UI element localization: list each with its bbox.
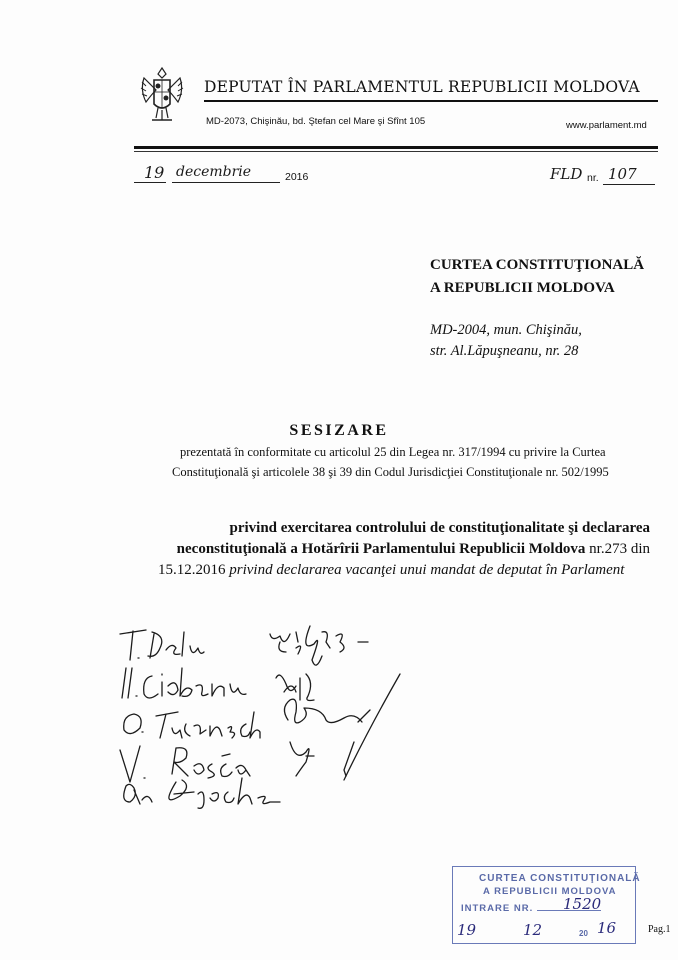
document-subject xyxy=(150,518,650,581)
recipient-address-line1: MD-2004, mun. Chişinău, xyxy=(430,322,582,338)
letterhead-title: DEPUTAT ÎN PARLAMENTUL REPUBLICII MOLDOVA xyxy=(204,78,640,96)
moldova-coat-of-arms-icon xyxy=(138,64,186,126)
document-title: SESIZARE xyxy=(289,422,389,439)
page-number: Pag.1 xyxy=(648,924,671,935)
subject-line1: privind exercitarea controlului de constituţionalitate şi declararea xyxy=(229,520,650,536)
recipient-address-line2: str. Al.Lăpuşneanu, nr. 28 xyxy=(430,343,579,359)
stamp-year-suffix: 16 xyxy=(597,919,617,937)
registration-nr-label: nr. xyxy=(587,172,599,184)
stamp-year-prefix: 20 xyxy=(579,929,588,938)
signature-name-3 xyxy=(124,712,260,738)
date-month: decembrie xyxy=(176,164,252,180)
letterhead-rule xyxy=(204,100,658,102)
registration-number: 107 xyxy=(608,165,637,183)
signatures-right-column xyxy=(270,626,400,780)
registration-code: FLD xyxy=(550,165,583,183)
date-day: 19 xyxy=(144,163,165,182)
recipient-name-line2: A REPUBLICII MOLDOVA xyxy=(430,280,615,296)
incoming-registration-stamp xyxy=(452,866,641,944)
subtitle-line1: prezentată în conformitate cu articolul 25 din Legea nr. 317/1994 cu privire la Curtea xyxy=(180,445,606,459)
stamp-month: 12 xyxy=(523,921,543,939)
stamp-line1: CURTEA CONSTITUŢIONALĂ xyxy=(479,873,641,884)
letterhead-website: www.parlament.md xyxy=(566,120,647,131)
letterhead-double-rule-top xyxy=(134,146,658,149)
signature-name-5 xyxy=(124,778,280,808)
subject-line2-rest: nr.273 din xyxy=(585,541,650,557)
subtitle-line2: Constituţională şi articolele 38 şi 39 din Codul Jurisdicţiei Constituţionale nr. 502/1995 xyxy=(172,465,609,479)
registration-number-underline xyxy=(603,184,655,185)
signature-name-2 xyxy=(122,668,246,698)
date-day-underline xyxy=(134,182,166,183)
date-month-underline xyxy=(172,182,280,183)
stamp-day: 19 xyxy=(457,921,477,939)
letterhead-address: MD-2073, Chişinău, bd. Ştefan cel Mare şi Sfînt 105 xyxy=(206,116,426,127)
stamp-intrare-number: 1520 xyxy=(563,895,602,913)
handwritten-signatures xyxy=(100,612,430,812)
document-subtitle xyxy=(172,442,652,482)
subject-line2-bold: neconstituţională a Hotărîrii Parlamentului Republicii Moldova xyxy=(176,541,586,557)
subject-line3-date: 15.12.2016 xyxy=(158,562,230,578)
recipient-block xyxy=(430,254,644,300)
stamp-line2: A REPUBLICII MOLDOVA xyxy=(483,886,617,897)
date-year: 2016 xyxy=(285,171,309,183)
subject-line3-italic: privind declararea vacanţei unui mandat de deputat în Parlament xyxy=(229,562,625,578)
letterhead-double-rule-bottom xyxy=(134,151,658,152)
recipient-address xyxy=(430,320,582,362)
stamp-intrare-label: INTRARE NR. xyxy=(461,903,534,914)
recipient-name-line1: CURTEA CONSTITUŢIONALĂ xyxy=(430,257,645,273)
signature-name-4 xyxy=(120,746,250,782)
signature-name-1 xyxy=(120,630,204,660)
